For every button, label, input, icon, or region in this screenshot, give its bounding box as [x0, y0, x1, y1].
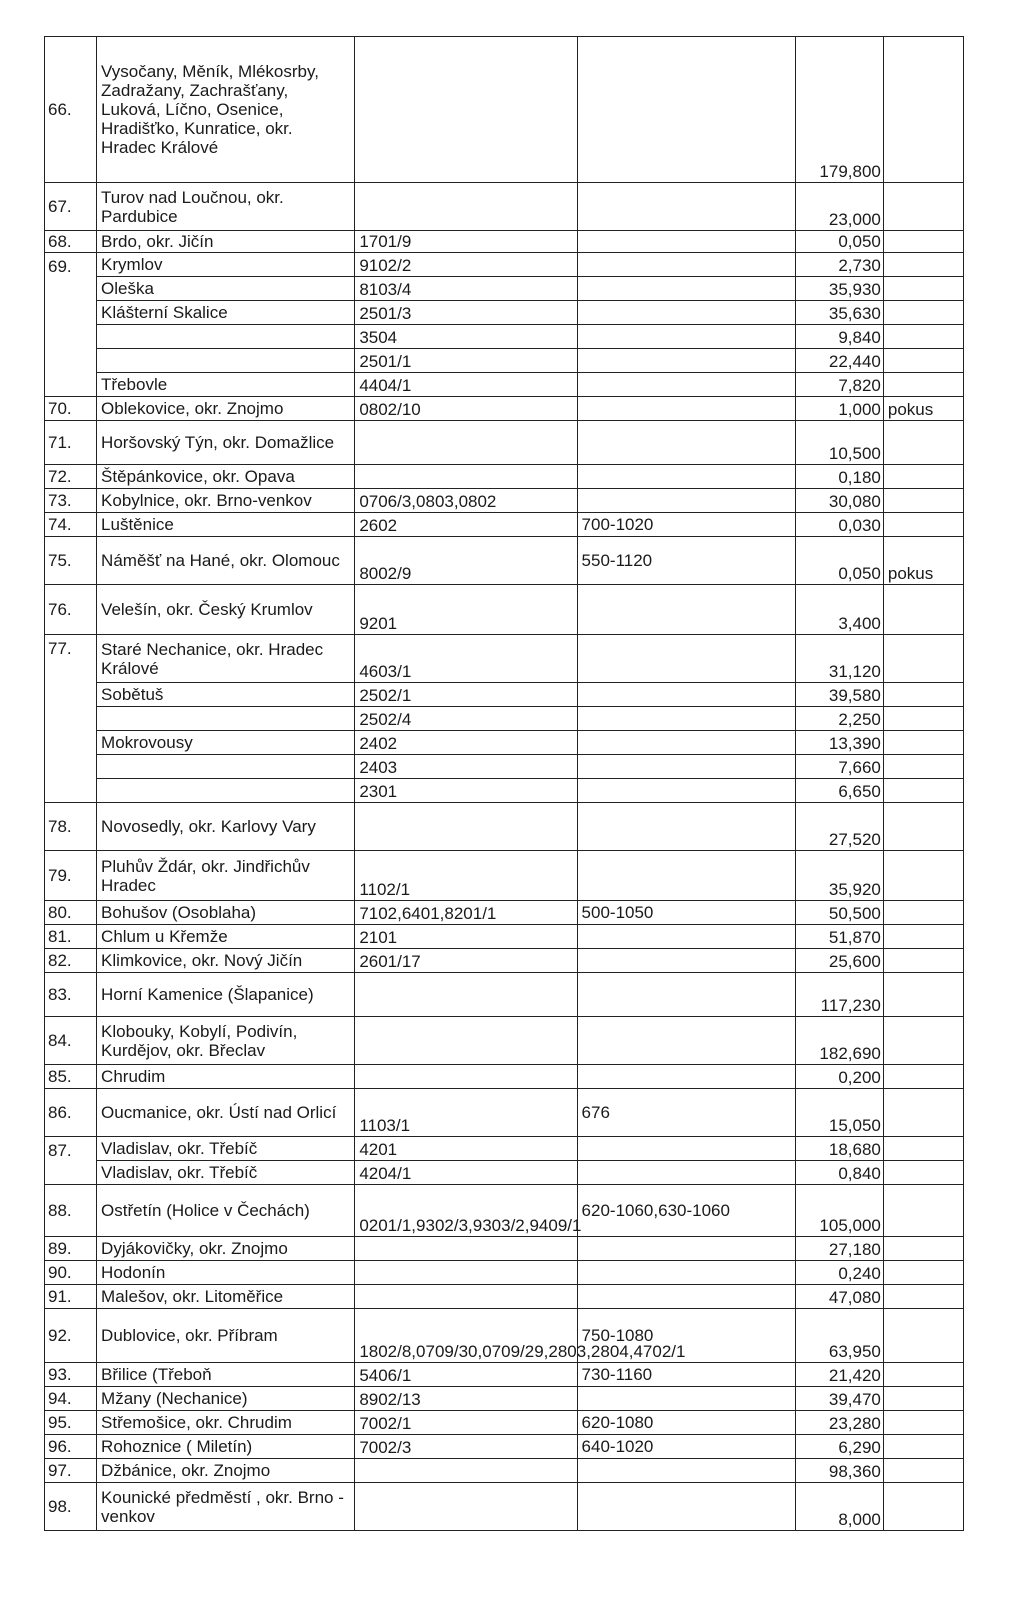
row-number: 80.	[45, 901, 97, 925]
location-cell: Bohušov (Osoblaha)	[97, 901, 355, 925]
table-row	[45, 1137, 964, 1161]
parcel-code-cell: 2301	[355, 779, 577, 803]
parcel-code-cell	[355, 1017, 577, 1065]
note-cell	[883, 1017, 963, 1065]
note-cell	[883, 1363, 963, 1387]
row-number: 81.	[45, 925, 97, 949]
location-cell: Kobylnice, okr. Brno-venkov	[97, 489, 355, 513]
area-value-cell: 27,180	[795, 1237, 883, 1261]
location-cell: Klimkovice, okr. Nový Jičín	[97, 949, 355, 973]
area-value-cell: 7,820	[795, 373, 883, 397]
table-row	[45, 1309, 964, 1363]
table-row	[45, 1435, 964, 1459]
table-row	[45, 851, 964, 901]
parcel-code-cell: 3504	[355, 325, 577, 349]
parcel-code-cell	[355, 1065, 577, 1089]
area-value-cell: 0,840	[795, 1161, 883, 1185]
location-cell: Pluhův Ždár, okr. Jindřichův Hradec	[97, 851, 355, 901]
parcel-code-cell	[355, 421, 577, 465]
parcel-code-cell: 2403	[355, 755, 577, 779]
location-cell	[97, 755, 355, 779]
area-value-cell: 182,690	[795, 1017, 883, 1065]
note-cell	[883, 1261, 963, 1285]
area-value-cell: 0,240	[795, 1261, 883, 1285]
range-cell	[577, 925, 795, 949]
area-value-cell: 39,470	[795, 1387, 883, 1411]
area-value-cell: 2,730	[795, 253, 883, 277]
row-number: 72.	[45, 465, 97, 489]
parcel-code-cell: 2502/4	[355, 707, 577, 731]
area-value-cell: 18,680	[795, 1137, 883, 1161]
note-cell	[883, 183, 963, 231]
location-cell: Štěpánkovice, okr. Opava	[97, 465, 355, 489]
table-row	[45, 397, 964, 421]
note-cell	[883, 1411, 963, 1435]
note-cell	[883, 349, 963, 373]
row-number: 74.	[45, 513, 97, 537]
range-cell: 620-1080	[577, 1411, 795, 1435]
note-cell	[883, 301, 963, 325]
range-cell	[577, 635, 795, 683]
note-cell	[883, 1185, 963, 1237]
parcel-code-cell	[355, 1237, 577, 1261]
row-number: 68.	[45, 231, 97, 253]
table-row	[45, 949, 964, 973]
table-row	[45, 779, 964, 803]
parcel-code-cell: 0706/3,0803,0802	[355, 489, 577, 513]
note-cell	[883, 851, 963, 901]
area-value-cell: 3,400	[795, 585, 883, 635]
parcel-code-cell	[355, 1459, 577, 1483]
table-row	[45, 301, 964, 325]
note-cell	[883, 373, 963, 397]
area-value-cell: 30,080	[795, 489, 883, 513]
table-row	[45, 1483, 964, 1531]
range-cell	[577, 683, 795, 707]
note-cell	[883, 779, 963, 803]
parcel-code-cell	[355, 1261, 577, 1285]
parcel-code-cell: 0802/10	[355, 397, 577, 421]
table-row	[45, 325, 964, 349]
area-value-cell: 2,250	[795, 707, 883, 731]
range-cell	[577, 465, 795, 489]
note-cell	[883, 421, 963, 465]
table-row	[45, 183, 964, 231]
parcel-code-cell: 7002/1	[355, 1411, 577, 1435]
range-cell	[577, 1387, 795, 1411]
table-row	[45, 1185, 964, 1237]
note-cell	[883, 803, 963, 851]
area-value-cell: 51,870	[795, 925, 883, 949]
area-value-cell: 0,050	[795, 537, 883, 585]
note-cell	[883, 37, 963, 183]
range-cell	[577, 183, 795, 231]
parcel-code-cell	[355, 37, 577, 183]
range-cell	[577, 949, 795, 973]
parcel-code-cell	[355, 465, 577, 489]
table-row	[45, 537, 964, 585]
range-cell	[577, 1137, 795, 1161]
location-cell: Staré Nechanice, okr. Hradec Králové	[97, 635, 355, 683]
area-value-cell: 25,600	[795, 949, 883, 973]
area-value-cell: 50,500	[795, 901, 883, 925]
parcel-code-cell: 1102/1	[355, 851, 577, 901]
location-cell: Oleška	[97, 277, 355, 301]
note-cell	[883, 489, 963, 513]
range-cell	[577, 585, 795, 635]
location-cell	[97, 779, 355, 803]
table-row	[45, 253, 964, 277]
range-cell	[577, 37, 795, 183]
parcel-code-cell: 4603/1	[355, 635, 577, 683]
row-number: 91.	[45, 1285, 97, 1309]
table-row	[45, 707, 964, 731]
location-cell: Mžany (Nechanice)	[97, 1387, 355, 1411]
area-value-cell: 35,630	[795, 301, 883, 325]
note-cell	[883, 1435, 963, 1459]
area-value-cell: 1,000	[795, 397, 883, 421]
row-number: 92.	[45, 1309, 97, 1363]
table-row	[45, 755, 964, 779]
table-row	[45, 973, 964, 1017]
parcel-code-cell: 1103/1	[355, 1089, 577, 1137]
range-cell	[577, 325, 795, 349]
location-cell: Dyjákovičky, okr. Znojmo	[97, 1237, 355, 1261]
area-value-cell: 98,360	[795, 1459, 883, 1483]
area-value-cell: 35,930	[795, 277, 883, 301]
range-cell	[577, 731, 795, 755]
range-cell	[577, 755, 795, 779]
note-cell	[883, 253, 963, 277]
location-cell: Luštěnice	[97, 513, 355, 537]
location-cell: Rohoznice ( Miletín)	[97, 1435, 355, 1459]
range-cell	[577, 489, 795, 513]
table-row	[45, 465, 964, 489]
note-cell	[883, 1161, 963, 1185]
table-row	[45, 1411, 964, 1435]
parcel-code-cell: 2602	[355, 513, 577, 537]
area-value-cell: 47,080	[795, 1285, 883, 1309]
location-cell: Oucmanice, okr. Ústí nad Orlicí	[97, 1089, 355, 1137]
location-cell: Hodonín	[97, 1261, 355, 1285]
note-cell	[883, 1089, 963, 1137]
area-value-cell: 10,500	[795, 421, 883, 465]
range-cell	[577, 803, 795, 851]
note-cell	[883, 683, 963, 707]
area-value-cell: 8,000	[795, 1483, 883, 1531]
area-value-cell: 39,580	[795, 683, 883, 707]
range-cell: 730-1160	[577, 1363, 795, 1387]
row-number: 66.	[45, 37, 97, 183]
note-cell	[883, 925, 963, 949]
note-cell: pokus	[883, 537, 963, 585]
parcel-code-cell: 9201	[355, 585, 577, 635]
table-row	[45, 513, 964, 537]
table-row	[45, 1459, 964, 1483]
area-value-cell: 27,520	[795, 803, 883, 851]
range-cell	[577, 277, 795, 301]
range-cell	[577, 1017, 795, 1065]
data-table	[44, 36, 964, 1531]
range-cell: 750-1080	[577, 1309, 795, 1363]
note-cell	[883, 277, 963, 301]
note-cell	[883, 1237, 963, 1261]
note-cell	[883, 465, 963, 489]
range-cell	[577, 1161, 795, 1185]
table-row	[45, 373, 964, 397]
range-cell: 620-1060,630-1060	[577, 1185, 795, 1237]
location-cell: Vladislav, okr. Třebíč	[97, 1161, 355, 1185]
note-cell	[883, 1387, 963, 1411]
table-row	[45, 1363, 964, 1387]
row-number: 82.	[45, 949, 97, 973]
area-value-cell: 22,440	[795, 349, 883, 373]
range-cell: 550-1120	[577, 537, 795, 585]
row-number: 75.	[45, 537, 97, 585]
note-cell	[883, 1137, 963, 1161]
table-row	[45, 277, 964, 301]
range-cell: 500-1050	[577, 901, 795, 925]
note-cell	[883, 1285, 963, 1309]
note-cell	[883, 1483, 963, 1531]
location-cell: Ostřetín (Holice v Čechách)	[97, 1185, 355, 1237]
note-cell	[883, 325, 963, 349]
note-cell: pokus	[883, 397, 963, 421]
location-cell: Střemošice, okr. Chrudim	[97, 1411, 355, 1435]
area-value-cell: 21,420	[795, 1363, 883, 1387]
area-value-cell: 0,180	[795, 465, 883, 489]
row-number: 73.	[45, 489, 97, 513]
note-cell	[883, 707, 963, 731]
table-row	[45, 803, 964, 851]
note-cell	[883, 949, 963, 973]
range-cell	[577, 1237, 795, 1261]
parcel-code-cell	[355, 803, 577, 851]
area-value-cell: 0,050	[795, 231, 883, 253]
parcel-code-cell: 9102/2	[355, 253, 577, 277]
area-value-cell: 23,000	[795, 183, 883, 231]
table-row	[45, 1285, 964, 1309]
range-cell	[577, 1261, 795, 1285]
location-cell	[97, 349, 355, 373]
area-value-cell: 15,050	[795, 1089, 883, 1137]
table-row	[45, 925, 964, 949]
row-number: 94.	[45, 1387, 97, 1411]
location-cell: Turov nad Loučnou, okr. Pardubice	[97, 183, 355, 231]
parcel-code-cell: 2101	[355, 925, 577, 949]
area-value-cell: 6,290	[795, 1435, 883, 1459]
area-value-cell: 105,000	[795, 1185, 883, 1237]
table-row	[45, 1161, 964, 1185]
location-cell: Chrudim	[97, 1065, 355, 1089]
location-cell: Vladislav, okr. Třebíč	[97, 1137, 355, 1161]
range-cell	[577, 1459, 795, 1483]
location-cell: Břilice (Třeboň	[97, 1363, 355, 1387]
parcel-code-cell: 2501/1	[355, 349, 577, 373]
range-cell: 640-1020	[577, 1435, 795, 1459]
location-cell: Sobětuš	[97, 683, 355, 707]
range-cell	[577, 779, 795, 803]
note-cell	[883, 1459, 963, 1483]
location-cell	[97, 707, 355, 731]
parcel-code-cell: 1701/9	[355, 231, 577, 253]
area-value-cell: 0,030	[795, 513, 883, 537]
location-cell: Krymlov	[97, 253, 355, 277]
parcel-code-cell	[355, 973, 577, 1017]
parcel-code-cell: 1802/8,0709/30,0709/29,2803,2804,4702/1	[355, 1309, 577, 1363]
area-value-cell: 0,200	[795, 1065, 883, 1089]
range-cell: 700-1020	[577, 513, 795, 537]
range-cell	[577, 397, 795, 421]
range-cell	[577, 373, 795, 397]
parcel-code-cell	[355, 1483, 577, 1531]
area-value-cell: 9,840	[795, 325, 883, 349]
note-cell	[883, 1309, 963, 1363]
parcel-code-cell: 7102,6401,8201/1	[355, 901, 577, 925]
table-row	[45, 1261, 964, 1285]
note-cell	[883, 755, 963, 779]
table-row	[45, 1237, 964, 1261]
location-cell: Klášterní Skalice	[97, 301, 355, 325]
row-number: 76.	[45, 585, 97, 635]
area-value-cell: 6,650	[795, 779, 883, 803]
table-row	[45, 349, 964, 373]
area-value-cell: 13,390	[795, 731, 883, 755]
row-number: 88.	[45, 1185, 97, 1237]
table-row	[45, 37, 964, 183]
note-cell	[883, 585, 963, 635]
location-cell: Horní Kamenice (Šlapanice)	[97, 973, 355, 1017]
location-cell: Horšovský Týn, okr. Domažlice	[97, 421, 355, 465]
location-cell: Třebovle	[97, 373, 355, 397]
table-row	[45, 585, 964, 635]
table-row	[45, 1065, 964, 1089]
table-row	[45, 1387, 964, 1411]
table-row	[45, 231, 964, 253]
range-cell	[577, 851, 795, 901]
note-cell	[883, 513, 963, 537]
row-number: 93.	[45, 1363, 97, 1387]
row-number: 83.	[45, 973, 97, 1017]
parcel-code-cell: 5406/1	[355, 1363, 577, 1387]
row-number: 71.	[45, 421, 97, 465]
location-cell: Malešov, okr. Litoměřice	[97, 1285, 355, 1309]
parcel-code-cell: 8002/9	[355, 537, 577, 585]
parcel-code-cell: 2402	[355, 731, 577, 755]
row-number: 85.	[45, 1065, 97, 1089]
table-row	[45, 1089, 964, 1137]
area-value-cell: 117,230	[795, 973, 883, 1017]
table-row	[45, 1017, 964, 1065]
row-number: 77.	[45, 635, 97, 803]
range-cell	[577, 253, 795, 277]
parcel-code-cell: 2502/1	[355, 683, 577, 707]
row-number: 84.	[45, 1017, 97, 1065]
row-number: 70.	[45, 397, 97, 421]
row-number: 67.	[45, 183, 97, 231]
location-cell: Brdo, okr. Jičín	[97, 231, 355, 253]
area-value-cell: 179,800	[795, 37, 883, 183]
table-row	[45, 421, 964, 465]
note-cell	[883, 973, 963, 1017]
row-number: 96.	[45, 1435, 97, 1459]
location-cell: Dublovice, okr. Příbram	[97, 1309, 355, 1363]
parcel-code-cell: 4201	[355, 1137, 577, 1161]
row-number: 98.	[45, 1483, 97, 1531]
row-number: 79.	[45, 851, 97, 901]
parcel-code-cell	[355, 183, 577, 231]
parcel-code-cell: 7002/3	[355, 1435, 577, 1459]
row-number: 78.	[45, 803, 97, 851]
parcel-code-cell: 2501/3	[355, 301, 577, 325]
location-cell: Novosedly, okr. Karlovy Vary	[97, 803, 355, 851]
range-cell	[577, 1065, 795, 1089]
location-cell: Mokrovousy	[97, 731, 355, 755]
note-cell	[883, 635, 963, 683]
parcel-code-cell: 2601/17	[355, 949, 577, 973]
row-number: 90.	[45, 1261, 97, 1285]
range-cell	[577, 707, 795, 731]
range-cell	[577, 973, 795, 1017]
location-cell: Klobouky, Kobylí, Podivín, Kurdějov, okr. Břeclav	[97, 1017, 355, 1065]
parcel-code-cell: 4204/1	[355, 1161, 577, 1185]
location-cell: Chlum u Křemže	[97, 925, 355, 949]
row-number: 87.	[45, 1137, 97, 1185]
range-cell	[577, 421, 795, 465]
parcel-code-cell: 8103/4	[355, 277, 577, 301]
table-row	[45, 489, 964, 513]
note-cell	[883, 231, 963, 253]
range-cell	[577, 1483, 795, 1531]
location-cell: Vysočany, Měník, Mlékosrby, Zadražany, Zachrašťany, Luková, Líčno, Osenice, Hradišťko, Kunratice, okr. Hradec Králové	[97, 37, 355, 183]
row-number: 86.	[45, 1089, 97, 1137]
row-number: 95.	[45, 1411, 97, 1435]
table-row	[45, 901, 964, 925]
row-number: 89.	[45, 1237, 97, 1261]
area-value-cell: 31,120	[795, 635, 883, 683]
area-value-cell: 23,280	[795, 1411, 883, 1435]
location-cell: Náměšť na Hané, okr. Olomouc	[97, 537, 355, 585]
range-cell	[577, 231, 795, 253]
location-cell: Oblekovice, okr. Znojmo	[97, 397, 355, 421]
range-cell	[577, 301, 795, 325]
table-row	[45, 731, 964, 755]
parcel-code-cell: 4404/1	[355, 373, 577, 397]
location-cell: Kounické předměstí , okr. Brno - venkov	[97, 1483, 355, 1531]
row-number: 97.	[45, 1459, 97, 1483]
note-cell	[883, 901, 963, 925]
range-cell	[577, 1285, 795, 1309]
location-cell: Velešín, okr. Český Krumlov	[97, 585, 355, 635]
location-cell	[97, 325, 355, 349]
note-cell	[883, 731, 963, 755]
area-value-cell: 7,660	[795, 755, 883, 779]
note-cell	[883, 1065, 963, 1089]
row-number: 69.	[45, 253, 97, 397]
parcel-code-cell: 0201/1,9302/3,9303/2,9409/1	[355, 1185, 577, 1237]
range-cell: 676	[577, 1089, 795, 1137]
parcel-code-cell: 8902/13	[355, 1387, 577, 1411]
parcel-code-cell	[355, 1285, 577, 1309]
location-cell: Džbánice, okr. Znojmo	[97, 1459, 355, 1483]
area-value-cell: 35,920	[795, 851, 883, 901]
table-row	[45, 635, 964, 683]
range-cell	[577, 349, 795, 373]
area-value-cell: 63,950	[795, 1309, 883, 1363]
table-row	[45, 683, 964, 707]
